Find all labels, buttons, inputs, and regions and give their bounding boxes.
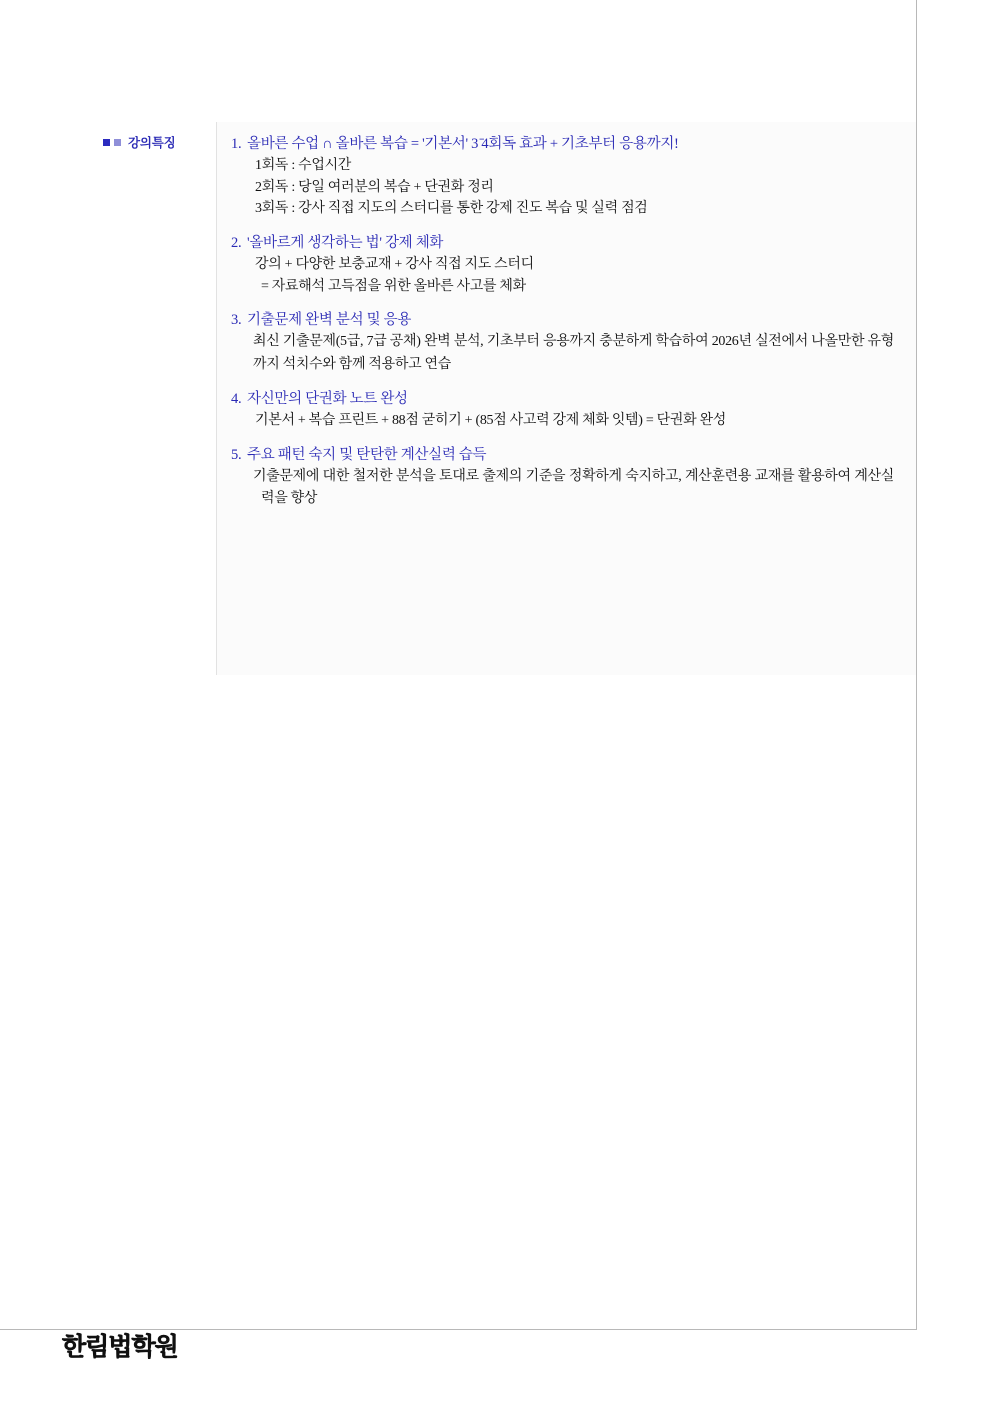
item-subline: 1회독 : 수업시간 [255, 158, 352, 174]
item-number: 5. [231, 446, 242, 463]
content-panel [216, 122, 916, 675]
item-heading [225, 445, 906, 466]
item-title: 올바른 수업 ∩ 올바른 복습 = '기본서' 3 ̄4회독 효과 + 기초부터 응용까지! [247, 136, 679, 152]
item-heading [225, 310, 906, 331]
item-heading [225, 389, 906, 410]
bullet-square-icon [103, 139, 110, 146]
item-title: '올바르게 생각하는 법' 강제 체화 [247, 235, 444, 252]
bullet-square-secondary-icon [114, 139, 121, 146]
footer-logo: 한림법학원 [62, 1333, 178, 1361]
section-label [103, 133, 176, 151]
list-item [225, 134, 906, 220]
item-title: 자신만의 단권화 노트 완성 [247, 391, 408, 408]
item-paragraph: 최신 기출문제(5급, 7급 공채) 완벽 분석, 기초부터 응용까지 충분하게 학습하여 2026년 실전에서 나올만한 유형까지 석치수와 함께 적용하고 연습 [253, 334, 894, 372]
item-subline: 강의 + 다양한 보충교재 + 강사 직접 지도 스터디 [255, 257, 534, 273]
section-label-text: 강의특징 [128, 136, 176, 150]
list-item [225, 445, 906, 511]
item-number: 4. [231, 391, 242, 408]
item-subline: 3회독 : 강사 직접 지도의 스터디를 통한 강제 진도 복습 및 실력 점검 [255, 201, 648, 217]
item-number: 1. [231, 136, 242, 152]
item-heading [225, 134, 906, 155]
item-paragraph: 기출문제에 대한 철저한 분석을 토대로 출제의 기준을 정확하게 숙지하고, 계산훈련용 교재를 활용하여 계산실력을 향상 [253, 468, 894, 507]
item-subline: 기본서 + 복습 프린트 + 88점 굳히기 + (85점 사고력 강제 체화 잇템) = 단권화 완성 [255, 413, 726, 429]
list-item [225, 233, 906, 297]
item-title: 기출문제 완벽 분석 및 응용 [247, 312, 412, 329]
item-title: 주요 패턴 숙지 및 탄탄한 계산실력 습득 [247, 446, 487, 463]
item-number: 2. [231, 235, 242, 252]
list-item [225, 310, 906, 376]
list-item [225, 389, 906, 432]
item-subline: 2회독 : 당일 여러분의 복습 + 단권화 정리 [255, 179, 494, 195]
item-number: 3. [231, 312, 242, 329]
item-subline: = 자료해석 고득점을 위한 올바른 사고를 체화 [261, 278, 526, 294]
item-heading [225, 233, 906, 254]
